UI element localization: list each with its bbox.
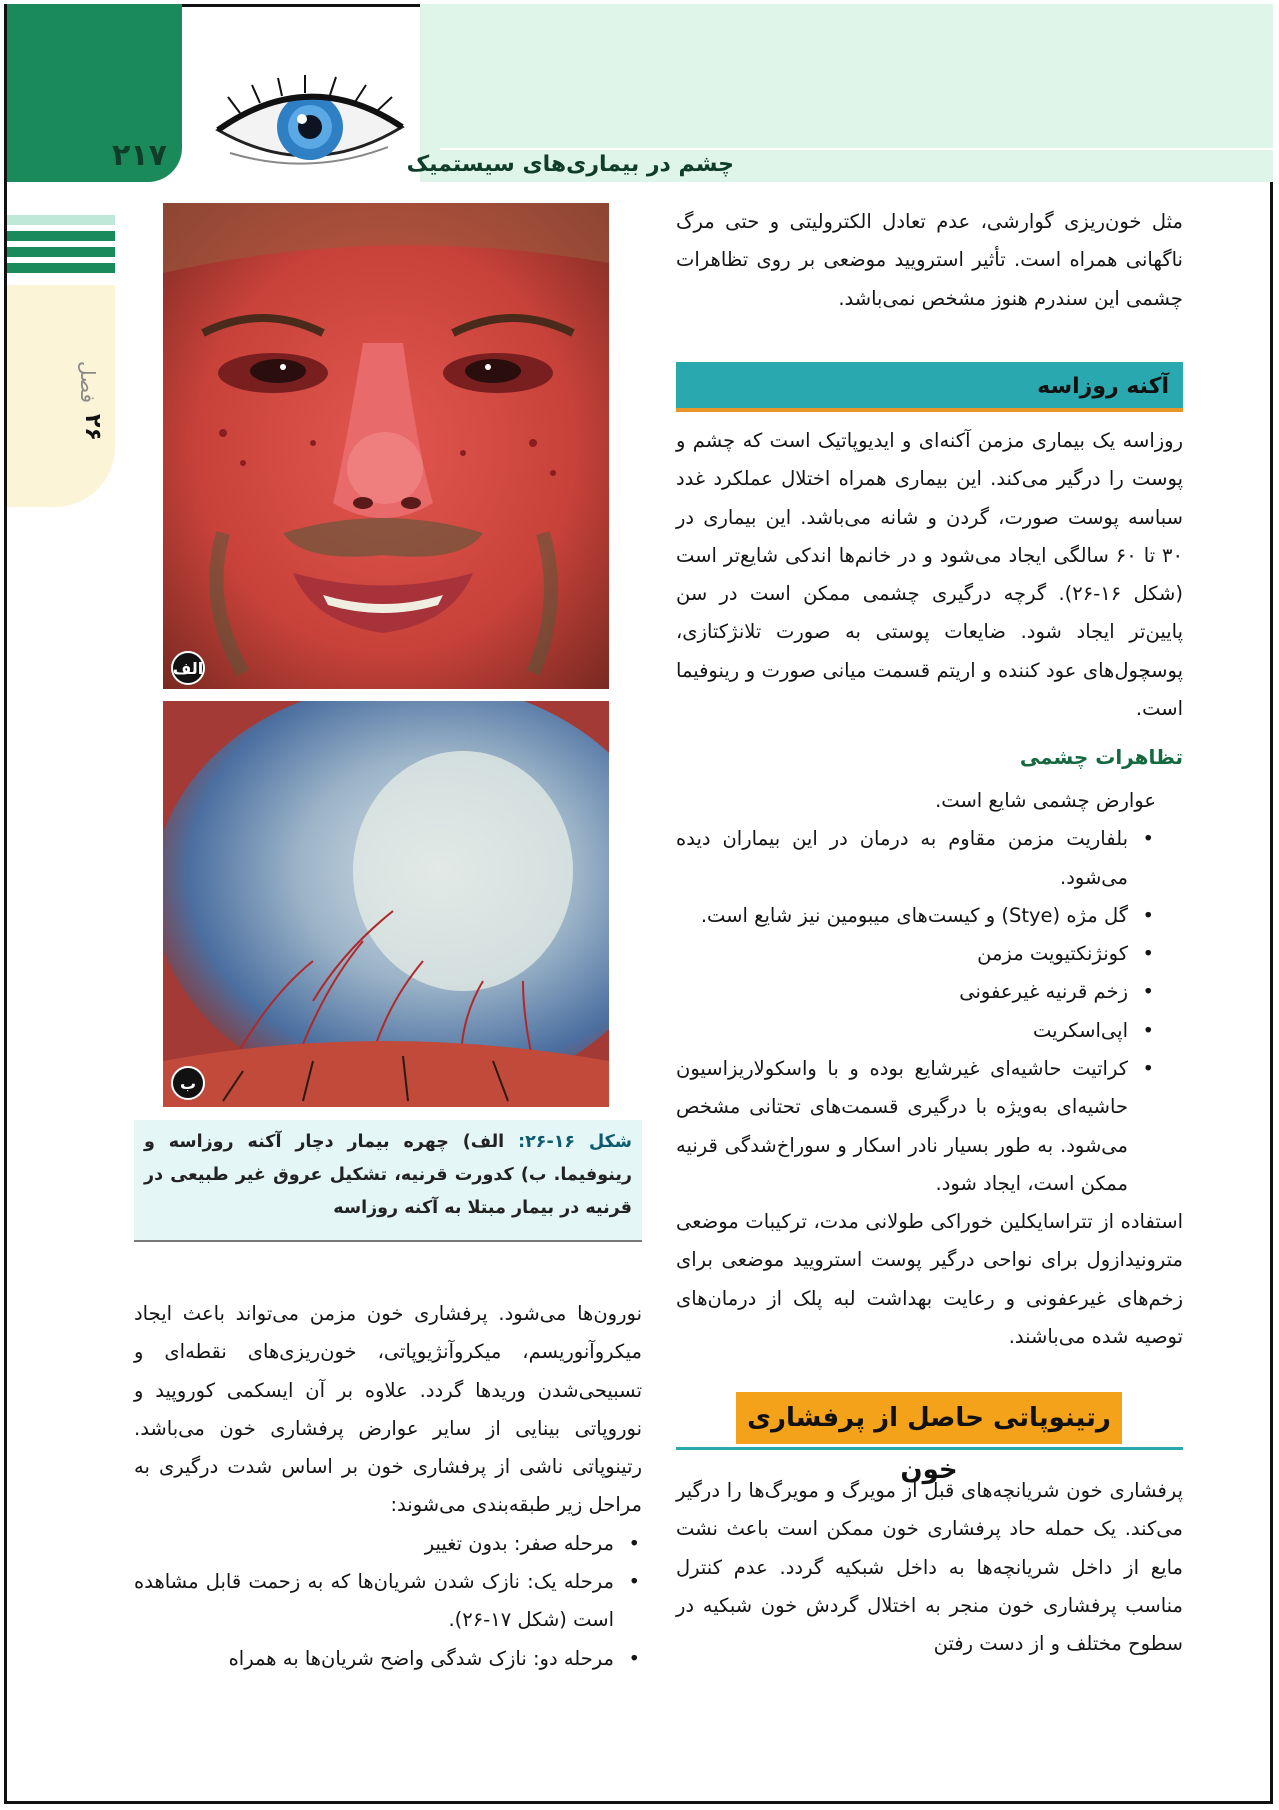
- retinopathy-heading: رتینوپاتی حاصل از پرفشاری خون: [736, 1392, 1122, 1444]
- list-item: • کراتیت حاشیه‌ای غیرشایع بوده و با واسکولاریزاسیون حاشیه‌ای به‌ویژه با درگیری قسمت‌های تحتانی مشخص می‌شود. به طور بسیار نادر اسکار و سوراخ‌شدگی قرنیه ممکن است، ایجاد شود.: [676, 1050, 1128, 1203]
- figure-caption: [134, 1120, 642, 1242]
- ocular-heading: تظاهرات چشمی: [1019, 745, 1183, 769]
- side-stripes: [7, 215, 115, 279]
- intro-paragraph: [676, 203, 1183, 318]
- list-item: • مرحله دو: نازک شدگی واضح شریان‌ها به همراه: [134, 1640, 614, 1678]
- eye-illustration: [210, 75, 410, 175]
- chapter-title: چشم در بیماری‌های سیستمیک: [406, 152, 734, 177]
- retinopathy-text: پرفشاری خون شریانچه‌های قبل از مویرگ و مویرگ‌ها را درگیر می‌کند. یک حمله حاد پرفشاری خون ممکن است باعث نشت مایع از داخل شریانچه‌ها به داخل شبکیه گردد. عدم کنترل مناسب پرفشاری خون منجر به اختلال گردش خون شبکیه در سطوح مختلف و از دست رفتن: [676, 1479, 1183, 1656]
- figure-photo-b: [163, 701, 609, 1107]
- panel-a-badge: الف: [171, 651, 205, 685]
- list-item: • اپی‌اسکریت: [676, 1012, 1128, 1050]
- left-column: [134, 1295, 642, 1678]
- chapter-label: فصل: [76, 361, 100, 404]
- rosacea-paragraph: [676, 422, 1183, 728]
- ocular-list: [676, 820, 1156, 1203]
- rosacea-heading: آکنه روزاسه: [676, 362, 1183, 412]
- caption-label: شکل ۱۶-۲۶:: [518, 1132, 632, 1152]
- caption-text: الف) چهره بیمار دچار آکنه روزاسه و رینوفیما. ب) کدورت قرنیه، تشکیل عروق غیر طبیعی در قرنیه در بیمار مبتلا به آکنه روزاسه: [144, 1132, 632, 1218]
- intro-text: مثل خون‌ریزی گوارشی، عدم تعادل الکترولیتی و حتی مرگ ناگهانی همراه است. تأثیر استرویید موضعی بر روی تظاهرات چشمی این سندرم هنوز مشخص نمی‌باشد.: [676, 210, 1183, 310]
- chapter-number: ۲۶: [80, 414, 105, 441]
- treatment-paragraph: [676, 1203, 1183, 1356]
- list-item: • مرحله صفر: بدون تغییر: [134, 1525, 614, 1563]
- list-item: • گل مژه (Stye) و کیست‌های میبومین نیز شایع است.: [676, 897, 1128, 935]
- list-item: • زخم قرنیه غیرعفونی: [676, 973, 1128, 1011]
- list-item: • بلفاریت مزمن مقاوم به درمان در این بیماران دیده می‌شود.: [676, 820, 1128, 897]
- panel-b-badge: ب: [171, 1066, 205, 1100]
- left-column-text: نورون‌ها می‌شود. پرفشاری خون مزمن می‌تواند باعث ایجاد میکروآنوریسم، میکروآنژیوپاتی، خون‌ریزی‌های نقطه‌ای و تسبیحی‌شدن وریدها گردد. علاوه بر آن ایسکمی کوروپید و نوروپاتی بینایی از سایر عوارض پرفشاری خون می‌باشد. رتینوپاتی ناشی از پرفشاری خون بر اساس شدت درگیری به مراحل زیر طبقه‌بندی می‌شوند:: [134, 1302, 642, 1517]
- treatment-text: استفاده از تتراسایکلین خوراکی طولانی مدت، ترکیبات موضعی مترونیدازول برای نواحی درگیر پوست استرویید موضعی برای زخم‌های غیرعفونی و رعایت بهداشت لبه پلک از درمان‌های توصیه شده می‌باشند.: [676, 1210, 1183, 1348]
- page-number: ۲۱۷: [112, 138, 167, 173]
- list-item: • کونژنکتیویت مزمن: [676, 935, 1128, 973]
- retinopathy-paragraph: [676, 1472, 1183, 1663]
- stages-list: [134, 1525, 642, 1678]
- retinopathy-divider: [676, 1447, 1183, 1450]
- header-divider: [440, 148, 1273, 150]
- rosacea-text: روزاسه یک بیماری مزمن آکنه‌ای و ایدیوپاتیک است که چشم و پوست را درگیر می‌کند. این بیماری همراه اختلال عملکرد غدد سباسه پوست صورت، گردن و شانه می‌باشد. این بیماری در ۳۰ تا ۶۰ سالگی ایجاد می‌شود و در خانم‌ها اندکی شایع‌تر است (شکل ۱۶-۲۶). گرچه درگیری چشمی ممکن است در سن پایین‌تر ایجاد شود. ضایعات پوستی به صورت تلانژکتازی، پوسچول‌های عود کننده و اریتم قسمت میانی صورت و رینوفیما است.: [676, 429, 1183, 721]
- list-item: • مرحله یک: نازک شدن شریان‌ها که به زحمت قابل مشاهده است (شکل ۱۷-۲۶).: [134, 1563, 614, 1640]
- figure-photo-a: [163, 203, 609, 689]
- ocular-section: [676, 782, 1156, 1203]
- ocular-intro: عوارض چشمی شایع است.: [935, 789, 1156, 812]
